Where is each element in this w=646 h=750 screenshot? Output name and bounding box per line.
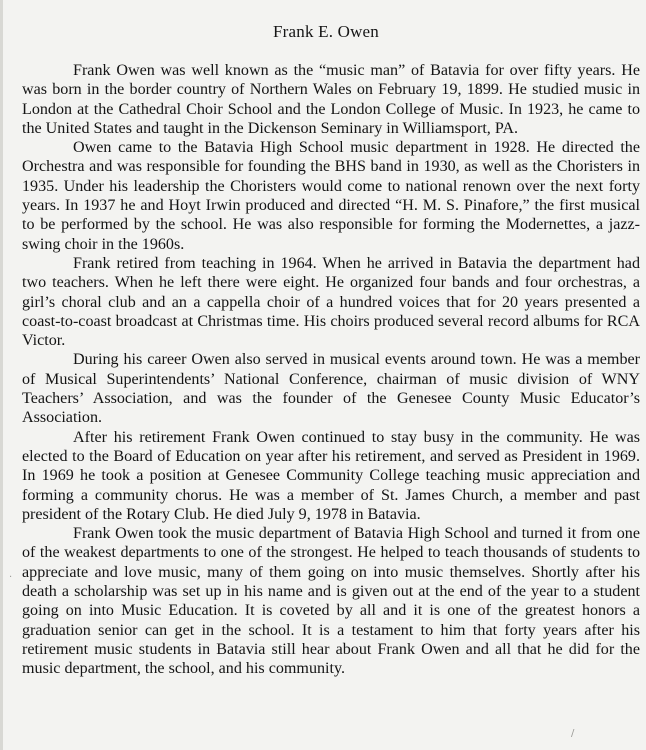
document-body — [22, 61, 640, 679]
paragraph-retirement-teaching: Frank retired from teaching in 1964. When he arrived in Batavia the department had two teachers. When he left there were eight. He organized four bands and four orchestras, a girl’s choral club and an a cappella choir of a hundred voices that for 20 years presented a coast-to-coast broadcast at Christmas time. His choirs produced several record albums for RCA Victor. — [22, 254, 640, 350]
paragraph-after-retirement: After his retirement Frank Owen continued to stay busy in the community. He was elected to the Board of Education on year after his retirement, and served as President in 1969. In 1969 he took a position at Genesee Community College teaching music appreciation and forming a community chorus. He was a member of St. James Church, a member and past president of the Rotary Club. He died July 9, 1978 in Batavia. — [22, 428, 640, 523]
document-title: Frank E. Owen — [273, 22, 379, 41]
paragraph-batavia-career: Owen came to the Batavia High School music department in 1928. He directed the Orchestra and was responsible for founding the BHS band in 1930, as well as the Choristers in 1935. Under his leadership the Choristers would come to national renown over the next forty years. In 1937 he and Hoyt Irwin produced and directed “H. M. S. Pinafore,” the first musical to be performed by the school. He was also responsible for forming the Modernettes, a jazz-swing choir in the 1960s. — [22, 139, 640, 253]
scan-speck-mark: · — [9, 572, 13, 583]
paragraph-legacy: Frank Owen took the music department of Batavia High School and turned it from one of the weakest departments to one of the strongest. He helped to teach thousands of students to appreciate and love music, many of them going on into music themselves. Shortly after his death a scholarship was set up in his name and is given out at the end of the year to a student going on into Music Education. It is coveted by all and it is one of the greatest honors a graduation senior can get in the school. It is a testament to him that forty years after his retirement music students in Batavia still hear about Frank Owen and all that he did for the music department, the school, and his community. — [22, 525, 640, 678]
paragraph-early-life: Frank Owen was well known as the “music man” of Batavia for over fifty years. He was born in the border country of Northern Wales on February 19, 1899. He studied music in London at the Cathedral Choir School and the London College of Music. In 1923, he came to the United States and taught in the Dickenson Seminary in Williamsport, PA. — [22, 62, 640, 137]
paragraph-community-events: During his career Owen also served in musical events around town. He was a member of Musical Superintendents’ National Conference, chairman of music division of WNY Teachers’ Association, and was the founder of the Genesee County Music Educator’s Association. — [22, 351, 640, 427]
scan-stroke-mark: / — [571, 728, 575, 739]
